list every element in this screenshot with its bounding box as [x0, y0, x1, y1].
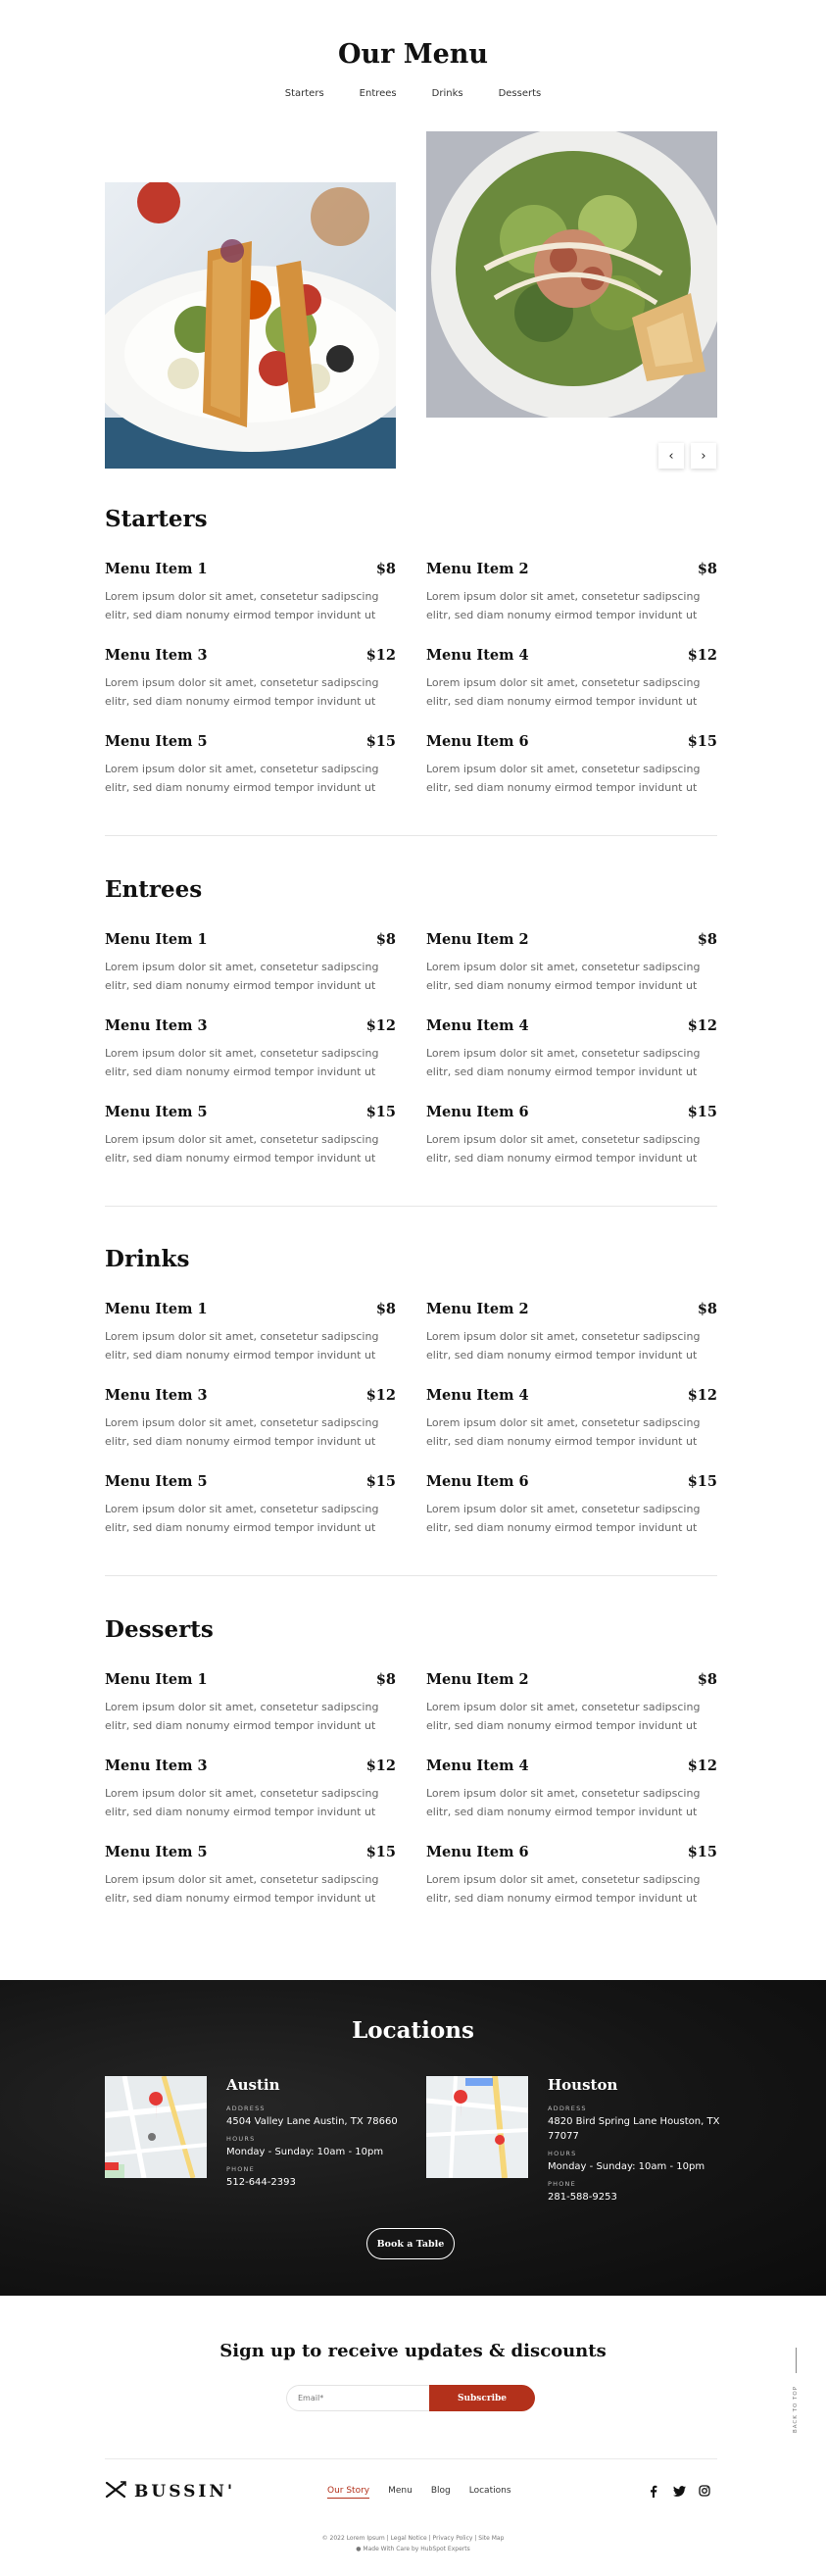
- page-title: Our Menu: [337, 39, 489, 70]
- menu-category-nav: [0, 88, 826, 99]
- hours-label: HOURS: [226, 2135, 256, 2143]
- menu-item: [426, 1301, 717, 1364]
- menu-item-name: Menu Item 6: [426, 1473, 529, 1490]
- menu-item-description: Lorem ipsum dolor sit amet, consetetur sadipscing elitr, sed diam nonumy eirmod tempor invidunt ut: [105, 1873, 379, 1905]
- nav-entrees[interactable]: Entrees: [359, 88, 397, 99]
- menu-item-description: Lorem ipsum dolor sit amet, consetetur sadipscing elitr, sed diam nonumy eirmod tempor invidunt ut: [105, 1330, 379, 1362]
- phone-value[interactable]: 512-644-2393: [226, 2177, 296, 2188]
- menu-item-name: Menu Item 5: [105, 1844, 208, 1860]
- menu-item-description: Lorem ipsum dolor sit amet, consetetur sadipscing elitr, sed diam nonumy eirmod tempor invidunt ut: [105, 1787, 379, 1818]
- menu-item-description: Lorem ipsum dolor sit amet, consetetur sadipscing elitr, sed diam nonumy eirmod tempor invidunt ut: [426, 1047, 701, 1078]
- menu-item-price: $8: [697, 1671, 717, 1688]
- phone-label: PHONE: [226, 2165, 255, 2173]
- location-card-houston: [426, 2076, 720, 2203]
- map-thumbnail[interactable]: [105, 2076, 207, 2178]
- menu-item-description: Lorem ipsum dolor sit amet, consetetur sadipscing elitr, sed diam nonumy eirmod tempor invidunt ut: [426, 961, 701, 992]
- menu-item-name: Menu Item 4: [426, 647, 529, 664]
- footer-nav-menu[interactable]: Menu: [388, 2486, 413, 2496]
- menu-item-price: $8: [375, 1301, 396, 1317]
- menu-item-price: $8: [375, 561, 396, 577]
- menu-item-price: $12: [687, 1758, 717, 1774]
- menu-item-header: [426, 931, 717, 948]
- menu-item-header: [105, 1758, 396, 1774]
- menu-item-description: Lorem ipsum dolor sit amet, consetetur sadipscing elitr, sed diam nonumy eirmod tempor invidunt ut: [105, 1047, 379, 1078]
- menu-item-header: [105, 1473, 396, 1490]
- menu-item-price: $8: [697, 1301, 717, 1317]
- location-info: [226, 2076, 403, 2190]
- menu-item-name: Menu Item 5: [105, 733, 208, 750]
- footer-nav-locations[interactable]: Locations: [468, 2486, 511, 2496]
- menu-item-name: Menu Item 2: [426, 1301, 529, 1317]
- signup-title: Sign up to receive updates & discounts: [219, 2341, 607, 2361]
- menu-item-price: $15: [687, 1844, 717, 1860]
- made-with-text: Made With Care by HubSpot Experts: [363, 2546, 470, 2552]
- menu-item-name: Menu Item 2: [426, 1671, 529, 1688]
- menu-item: [426, 1473, 717, 1537]
- menu-item-description: Lorem ipsum dolor sit amet, consetetur sadipscing elitr, sed diam nonumy eirmod tempor invidunt ut: [105, 1133, 379, 1164]
- menu-item-description: Lorem ipsum dolor sit amet, consetetur sadipscing elitr, sed diam nonumy eirmod tempor invidunt ut: [426, 1787, 701, 1818]
- location-card-austin: [105, 2076, 399, 2194]
- menu-item-name: Menu Item 3: [105, 1758, 208, 1774]
- address-label: ADDRESS: [226, 2105, 266, 2112]
- menu-item-name: Menu Item 4: [426, 1387, 529, 1404]
- menu-item-description: Lorem ipsum dolor sit amet, consetetur sadipscing elitr, sed diam nonumy eirmod tempor invidunt ut: [426, 1503, 701, 1534]
- menu-item-name: Menu Item 6: [426, 1104, 529, 1120]
- brand-logo[interactable]: [105, 2481, 235, 2502]
- made-with-credit: [0, 2546, 826, 2552]
- location-name: Houston: [548, 2076, 618, 2094]
- menu-item-description: Lorem ipsum dolor sit amet, consetetur sadipscing elitr, sed diam nonumy eirmod tempor invidunt ut: [105, 1503, 379, 1534]
- address-label: ADDRESS: [548, 2105, 587, 2112]
- logo-text: BUSSIN': [134, 2482, 236, 2502]
- nav-starters[interactable]: Starters: [284, 88, 324, 99]
- menu-item-header: [426, 1473, 717, 1490]
- dish-photo-caesar-salad: [426, 131, 717, 418]
- menu-item-description: Lorem ipsum dolor sit amet, consetetur sadipscing elitr, sed diam nonumy eirmod tempor invidunt ut: [105, 961, 379, 992]
- hubspot-icon: ●: [356, 2546, 364, 2552]
- menu-item-name: Menu Item 1: [105, 1301, 208, 1317]
- menu-item-price: $12: [687, 647, 717, 664]
- phone-value[interactable]: 281-588-9253: [548, 2192, 617, 2203]
- menu-item: [426, 931, 717, 995]
- menu-item-header: [426, 733, 717, 750]
- dish-photo-chicken-salad: [105, 182, 396, 469]
- menu-item-price: $15: [687, 1473, 717, 1490]
- menu-item-price: $8: [375, 931, 396, 948]
- menu-item-header: [105, 647, 396, 664]
- menu-item-description: Lorem ipsum dolor sit amet, consetetur sadipscing elitr, sed diam nonumy eirmod tempor invidunt ut: [105, 590, 379, 621]
- menu-section-entrees: [105, 876, 717, 1170]
- menu-item-description: Lorem ipsum dolor sit amet, consetetur sadipscing elitr, sed diam nonumy eirmod tempor invidunt ut: [426, 1133, 701, 1164]
- menu-item-name: Menu Item 6: [426, 1844, 529, 1860]
- instagram-icon[interactable]: [698, 2484, 711, 2498]
- menu-item-header: [105, 1387, 396, 1404]
- menu-item: [105, 1104, 396, 1167]
- menu-item-description: Lorem ipsum dolor sit amet, consetetur sadipscing elitr, sed diam nonumy eirmod tempor invidunt ut: [105, 1701, 379, 1732]
- menu-item: [426, 1671, 717, 1735]
- copyright-links: © 2022 Lorem Ipsum | Legal Notice | Privacy Policy | Site Map: [321, 2535, 505, 2542]
- menu-item-price: $15: [365, 1844, 396, 1860]
- menu-item-description: Lorem ipsum dolor sit amet, consetetur sadipscing elitr, sed diam nonumy eirmod tempor invidunt ut: [426, 1330, 701, 1362]
- menu-item-price: $12: [365, 1387, 396, 1404]
- menu-item-description: Lorem ipsum dolor sit amet, consetetur sadipscing elitr, sed diam nonumy eirmod tempor invidunt ut: [426, 1873, 701, 1905]
- menu-section-drinks: [105, 1246, 717, 1540]
- back-to-top-label: BACK TO TOP: [793, 2385, 800, 2434]
- menu-item-header: [426, 1758, 717, 1774]
- menu-item-header: [105, 561, 396, 577]
- menu-item-name: Menu Item 5: [105, 1104, 208, 1120]
- section-title: Starters: [105, 506, 208, 532]
- chevron-left-icon: ‹: [668, 448, 674, 464]
- phone-label: PHONE: [548, 2180, 576, 2188]
- menu-item-price: $15: [687, 733, 717, 750]
- menu-item: [426, 733, 717, 797]
- menu-item: [105, 1017, 396, 1081]
- menu-item: [105, 1671, 396, 1735]
- menu-item: [426, 1104, 717, 1167]
- footer-nav-blog[interactable]: Blog: [430, 2486, 451, 2496]
- menu-item-price: $12: [687, 1017, 717, 1034]
- menu-item-name: Menu Item 3: [105, 647, 208, 664]
- menu-item-description: Lorem ipsum dolor sit amet, consetetur sadipscing elitr, sed diam nonumy eirmod tempor invidunt ut: [426, 1416, 701, 1448]
- menu-item-header: [105, 1844, 396, 1860]
- menu-item-price: $12: [365, 1758, 396, 1774]
- location-info: [548, 2076, 724, 2204]
- menu-item-price: $12: [365, 1017, 396, 1034]
- menu-item-header: [105, 1671, 396, 1688]
- menu-item-name: Menu Item 1: [105, 931, 208, 948]
- menu-item-header: [426, 1104, 717, 1120]
- menu-item-name: Menu Item 3: [105, 1017, 208, 1034]
- menu-item-header: [105, 733, 396, 750]
- section-title: Entrees: [105, 876, 203, 903]
- menu-item: [426, 561, 717, 624]
- menu-item-description: Lorem ipsum dolor sit amet, consetetur sadipscing elitr, sed diam nonumy eirmod tempor invidunt ut: [105, 676, 379, 708]
- menu-item-name: Menu Item 1: [105, 1671, 208, 1688]
- menu-item-header: [426, 1844, 717, 1860]
- menu-item-price: $8: [697, 931, 717, 948]
- menu-item: [426, 1387, 717, 1451]
- nav-desserts[interactable]: Desserts: [498, 88, 542, 99]
- footer-nav-our-story[interactable]: Our Story: [327, 2486, 369, 2499]
- hours-value: Monday - Sunday: 10am - 10pm: [548, 2161, 705, 2172]
- footer-divider: [105, 2458, 717, 2459]
- menu-item-description: Lorem ipsum dolor sit amet, consetetur sadipscing elitr, sed diam nonumy eirmod tempor invidunt ut: [426, 590, 701, 621]
- menu-item: [105, 931, 396, 995]
- menu-item: [105, 1844, 396, 1907]
- nav-drinks[interactable]: Drinks: [431, 88, 463, 99]
- menu-item-description: Lorem ipsum dolor sit amet, consetetur sadipscing elitr, sed diam nonumy eirmod tempor invidunt ut: [426, 763, 701, 794]
- facebook-icon[interactable]: [647, 2484, 660, 2498]
- menu-item: [105, 1758, 396, 1821]
- menu-item-price: $15: [365, 1473, 396, 1490]
- menu-item-name: Menu Item 5: [105, 1473, 208, 1490]
- menu-item-description: Lorem ipsum dolor sit amet, consetetur sadipscing elitr, sed diam nonumy eirmod tempor invidunt ut: [105, 1416, 379, 1448]
- menu-section-desserts: [105, 1616, 717, 1910]
- menu-item-header: [105, 931, 396, 948]
- menu-item-name: Menu Item 3: [105, 1387, 208, 1404]
- book-a-table-button[interactable]: Book a Table: [366, 2228, 455, 2259]
- menu-item-header: [426, 1017, 717, 1034]
- menu-item: [105, 561, 396, 624]
- menu-item: [105, 1473, 396, 1537]
- section-divider: [105, 1206, 717, 1207]
- menu-item-name: Menu Item 4: [426, 1017, 529, 1034]
- menu-item-name: Menu Item 2: [426, 931, 529, 948]
- menu-item-header: [105, 1104, 396, 1120]
- menu-item: [105, 1301, 396, 1364]
- map-thumbnail[interactable]: [426, 2076, 528, 2178]
- location-name: Austin: [226, 2076, 280, 2094]
- menu-item-name: Menu Item 4: [426, 1758, 529, 1774]
- menu-item-description: Lorem ipsum dolor sit amet, consetetur sadipscing elitr, sed diam nonumy eirmod tempor invidunt ut: [426, 1701, 701, 1732]
- menu-item-description: Lorem ipsum dolor sit amet, consetetur sadipscing elitr, sed diam nonumy eirmod tempor invidunt ut: [105, 763, 379, 794]
- carousel-prev-button[interactable]: [658, 443, 684, 469]
- social-links: [647, 2484, 711, 2498]
- menu-item: [426, 1758, 717, 1821]
- menu-item-price: $15: [365, 733, 396, 750]
- carousel-next-button[interactable]: [691, 443, 716, 469]
- menu-item: [426, 647, 717, 711]
- menu-item-price: $15: [365, 1104, 396, 1120]
- menu-item-description: Lorem ipsum dolor sit amet, consetetur sadipscing elitr, sed diam nonumy eirmod tempor invidunt ut: [426, 676, 701, 708]
- menu-item: [105, 733, 396, 797]
- locations-title: Locations: [352, 2017, 474, 2044]
- hours-value: Monday - Sunday: 10am - 10pm: [226, 2147, 384, 2157]
- section-title: Desserts: [105, 1616, 214, 1643]
- address-value: 4504 Valley Lane Austin, TX 78660: [226, 2116, 398, 2127]
- menu-item-price: $15: [687, 1104, 717, 1120]
- section-divider: [105, 835, 717, 836]
- menu-item: [426, 1844, 717, 1907]
- address-value: 4820 Bird Spring Lane Houston, TX 77077: [548, 2116, 720, 2142]
- menu-item-name: Menu Item 2: [426, 561, 529, 577]
- menu-item-price: $12: [365, 647, 396, 664]
- subscribe-button[interactable]: Subscribe: [429, 2385, 535, 2411]
- menu-item-price: $8: [375, 1671, 396, 1688]
- menu-item-header: [426, 1671, 717, 1688]
- menu-item-header: [426, 1301, 717, 1317]
- section-divider: [105, 1575, 717, 1576]
- twitter-icon[interactable]: [672, 2484, 686, 2498]
- locations-section: [0, 1980, 826, 2296]
- menu-item: [426, 1017, 717, 1081]
- menu-item-header: [426, 1387, 717, 1404]
- menu-section-starters: [105, 506, 717, 800]
- footer-nav: [327, 2486, 530, 2499]
- menu-item-header: [426, 561, 717, 577]
- menu-item-header: [105, 1017, 396, 1034]
- menu-item: [105, 1387, 396, 1451]
- hours-label: HOURS: [548, 2150, 577, 2157]
- menu-item-header: [426, 647, 717, 664]
- menu-item-header: [105, 1301, 396, 1317]
- section-title: Drinks: [105, 1246, 190, 1272]
- chevron-right-icon: ›: [701, 448, 706, 464]
- crossed-utensils-icon: [105, 2481, 126, 2502]
- menu-item: [105, 647, 396, 711]
- menu-item-name: Menu Item 1: [105, 561, 208, 577]
- menu-item-name: Menu Item 6: [426, 733, 529, 750]
- menu-item-price: $12: [687, 1387, 717, 1404]
- email-input[interactable]: [286, 2385, 429, 2411]
- menu-item-price: $8: [697, 561, 717, 577]
